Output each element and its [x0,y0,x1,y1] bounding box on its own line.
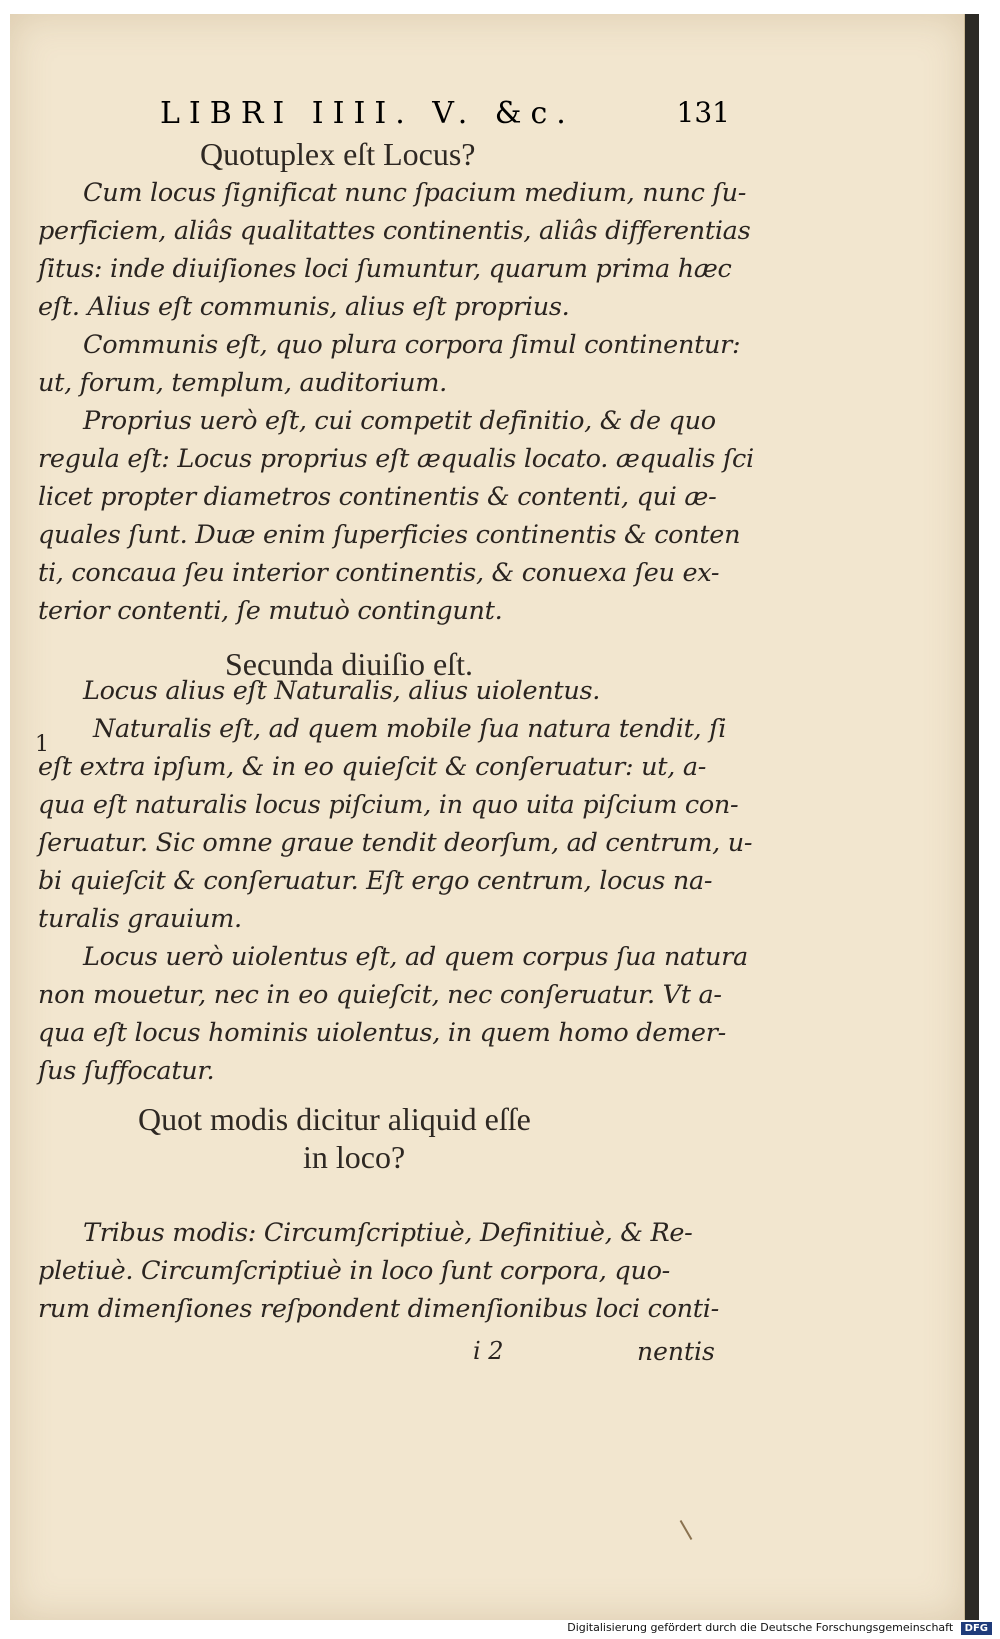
book-page [10,14,965,1620]
page-number: 131 [676,96,730,129]
text-line: eſt extra ipſum, & in eo quieſcit & conſeruatur: ut, a- [38,752,707,782]
text-line: rum dimenſiones reſpondent dimenſionibus loci conti- [38,1294,719,1324]
text-line: turalis grauium. [38,904,242,934]
text-line: Locus alius eſt Naturalis, alius uiolentus. [83,676,601,706]
heading-secunda-divisio: Secunda diuiſio eſt. [225,646,473,682]
running-head-title: LIBRI IIII. V. &c. [160,96,575,131]
heading-quotuplex: Quotuplex eſt Locus? [200,136,476,172]
text-line: Cum locus ſignificat nunc ſpacium medium, nunc ſu- [83,178,747,208]
running-head [160,96,730,136]
text-line: perficiem, aliâs qualitattes continentis, aliâs differentias [38,216,751,246]
text-line: ti, concaua ſeu interior continentis, & conuexa ſeu ex- [38,558,720,588]
text-line: Tribus modis: Circumſcriptiuè, Definitiuè, & Re- [83,1218,693,1248]
footer-credit [567,1621,992,1637]
text-line: regula eſt: Locus proprius eſt æqualis locato. æqualis ſci [38,444,754,474]
text-line: bi quieſcit & conſeruatur. Eſt ergo centrum, locus na- [38,866,713,896]
text-line: non mouetur, nec in eo quieſcit, nec conſeruatur. Vt a- [38,980,722,1010]
text-line: ſus ſuffocatur. [38,1056,215,1086]
signature-mark: i 2 [473,1337,504,1365]
ink-mark [680,1520,693,1540]
text-line: quales ſunt. Duæ enim ſuperficies continentis & conten [38,520,741,550]
heading-quot-modis: Quot modis dicitur aliquid eſſe [138,1101,531,1137]
text-line: eſt. Alius eſt communis, alius eſt proprius. [38,292,570,322]
text-line: licet propter diametros continentis & contenti, qui æ- [38,482,717,512]
text-line: ſitus: inde diuiſiones loci ſumuntur, quarum prima hæc [38,254,732,284]
text-line: terior contenti, ſe mutuò contingunt. [38,596,503,626]
dfg-logo: DFG [961,1622,992,1635]
marginal-number: 1 [35,732,49,757]
text-line: Locus uerò uiolentus eſt, ad quem corpus ſua natura [83,942,748,972]
heading-in-loco: in loco? [303,1139,406,1175]
text-line: pletiuè. Circumſcriptiuè in loco ſunt corpora, quo- [38,1256,670,1286]
page-edge [965,14,979,1620]
catchword: nentis [637,1337,715,1366]
footer-credit-text: Digitalisierung gefördert durch die Deutsche Forschungsgemeinschaft [567,1621,954,1634]
text-line: Naturalis eſt, ad quem mobile ſua natura tendit, ſi [93,714,727,744]
text-line: ſeruatur. Sic omne graue tendit deorſum, ad centrum, u- [38,828,753,858]
text-line: Communis eſt, quo plura corpora ſimul continentur: [83,330,741,360]
text-line: Proprius uerò eſt, cui competit definitio, & de quo [83,406,716,436]
text-line: qua eſt naturalis locus piſcium, in quo uita piſcium con- [38,790,739,820]
text-line: qua eſt locus hominis uiolentus, in quem homo demer- [38,1018,726,1048]
text-line: ut, forum, templum, auditorium. [38,368,447,398]
